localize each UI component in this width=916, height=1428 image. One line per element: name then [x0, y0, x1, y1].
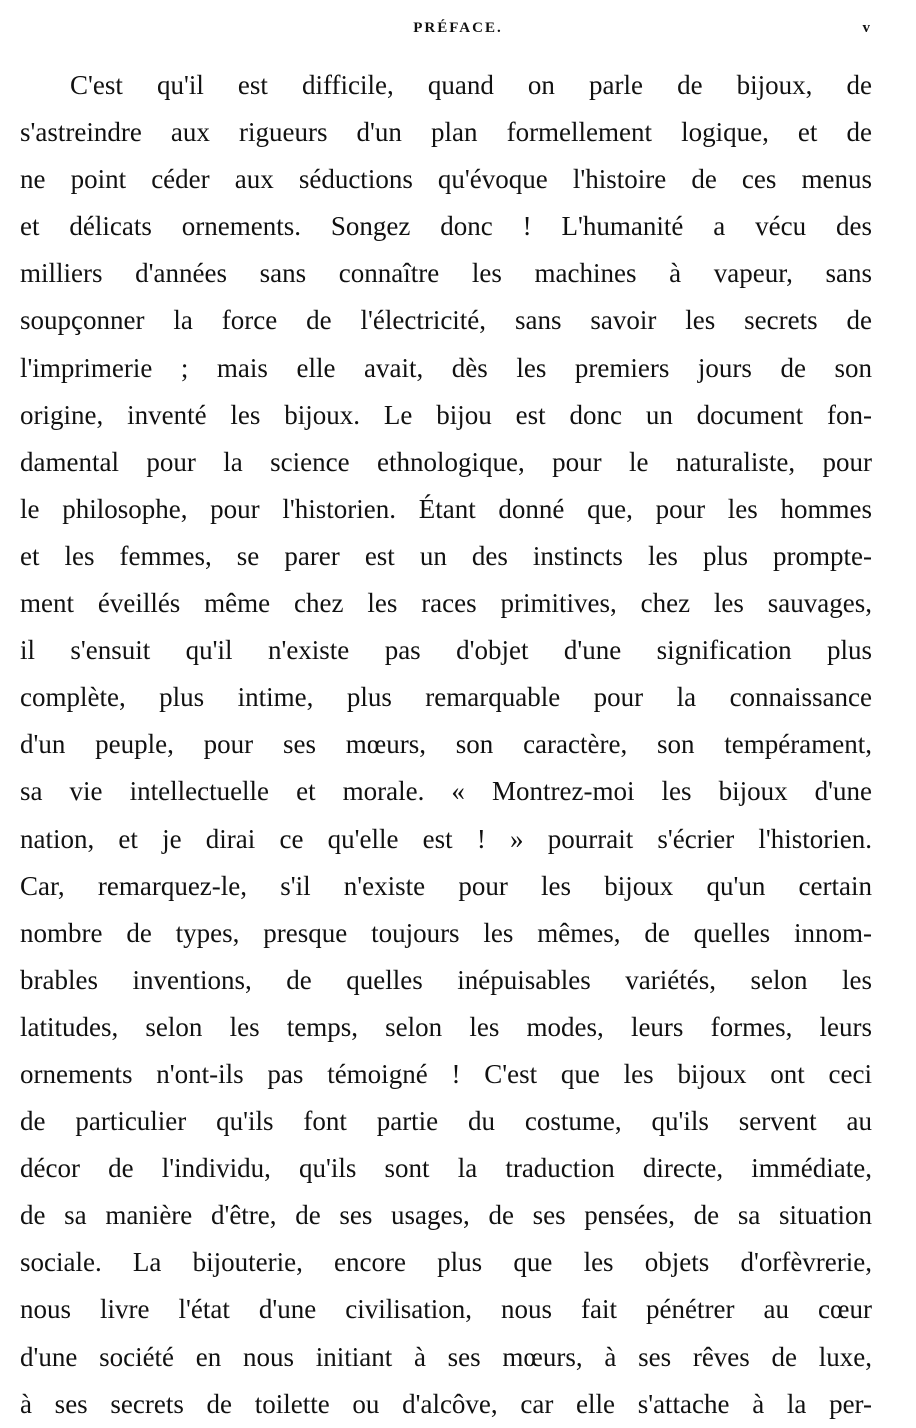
text-line: complète, plus intime, plus remarquable pour la connaissance — [20, 682, 872, 713]
text-line: ornements n'ont-ils pas témoigné ! C'est que les bijoux ont ceci — [20, 1058, 872, 1089]
text-line: latitudes, selon les temps, selon les modes, leurs formes, leurs — [20, 1011, 872, 1042]
text-line: C'est qu'il est difficile, quand on parle de bijoux, de — [70, 70, 872, 100]
text-line: et les femmes, se parer est un des instincts les plus prompte- — [20, 540, 872, 571]
text-line: brables inventions, de quelles inépuisables variétés, selon les — [20, 964, 872, 995]
text-line: ment éveillés même chez les races primitives, chez les sauvages, — [20, 588, 872, 619]
text-line: damental pour la science ethnologique, pour le naturaliste, pour — [20, 446, 872, 477]
running-title: PRÉFACE. — [413, 20, 503, 36]
text-line: nous livre l'état d'une civilisation, nous fait pénétrer au cœur — [20, 1294, 872, 1325]
text-line: sociale. La bijouterie, encore plus que les objets d'orfèvrerie, — [20, 1247, 872, 1278]
body-paragraph — [20, 62, 872, 1428]
text-line: et délicats ornements. Songez donc ! L'humanité a vécu des — [20, 211, 872, 242]
text-line: milliers d'années sans connaître les machines à vapeur, sans — [20, 258, 872, 289]
text-line: soupçonner la force de l'électricité, sans savoir les secrets de — [20, 305, 872, 336]
text-line: Car, remarquez-le, s'il n'existe pour les bijoux qu'un certain — [20, 870, 872, 901]
text-line: à ses secrets de toilette ou d'alcôve, car elle s'attache à la per- — [20, 1388, 872, 1419]
running-head — [0, 20, 916, 44]
text-line: l'imprimerie ; mais elle avait, dès les premiers jours de son — [20, 352, 872, 383]
text-line: d'une société en nous initiant à ses mœurs, à ses rêves de luxe, — [20, 1341, 872, 1372]
page-number: v — [862, 20, 870, 36]
text-line: nombre de types, presque toujours les mêmes, de quelles innom- — [20, 917, 872, 948]
text-line: le philosophe, pour l'historien. Étant donné que, pour les hommes — [20, 493, 872, 524]
text-line: origine, inventé les bijoux. Le bijou est donc un document fon- — [20, 399, 872, 430]
text-line: ne point céder aux séductions qu'évoque l'histoire de ces menus — [20, 164, 872, 195]
text-line: sa vie intellectuelle et morale. « Montrez-moi les bijoux d'une — [20, 776, 872, 807]
text-line: nation, et je dirai ce qu'elle est ! » pourrait s'écrier l'historien. — [20, 823, 872, 854]
text-line: s'astreindre aux rigueurs d'un plan formellement logique, et de — [20, 117, 872, 148]
text-line: décor de l'individu, qu'ils sont la traduction directe, immédiate, — [20, 1153, 872, 1184]
text-line: d'un peuple, pour ses mœurs, son caractère, son tempérament, — [20, 729, 872, 760]
text-line: de particulier qu'ils font partie du costume, qu'ils servent au — [20, 1106, 872, 1137]
text-line: il s'ensuit qu'il n'existe pas d'objet d'une signification plus — [20, 635, 872, 666]
text-line: de sa manière d'être, de ses usages, de ses pensées, de sa situation — [20, 1200, 872, 1231]
